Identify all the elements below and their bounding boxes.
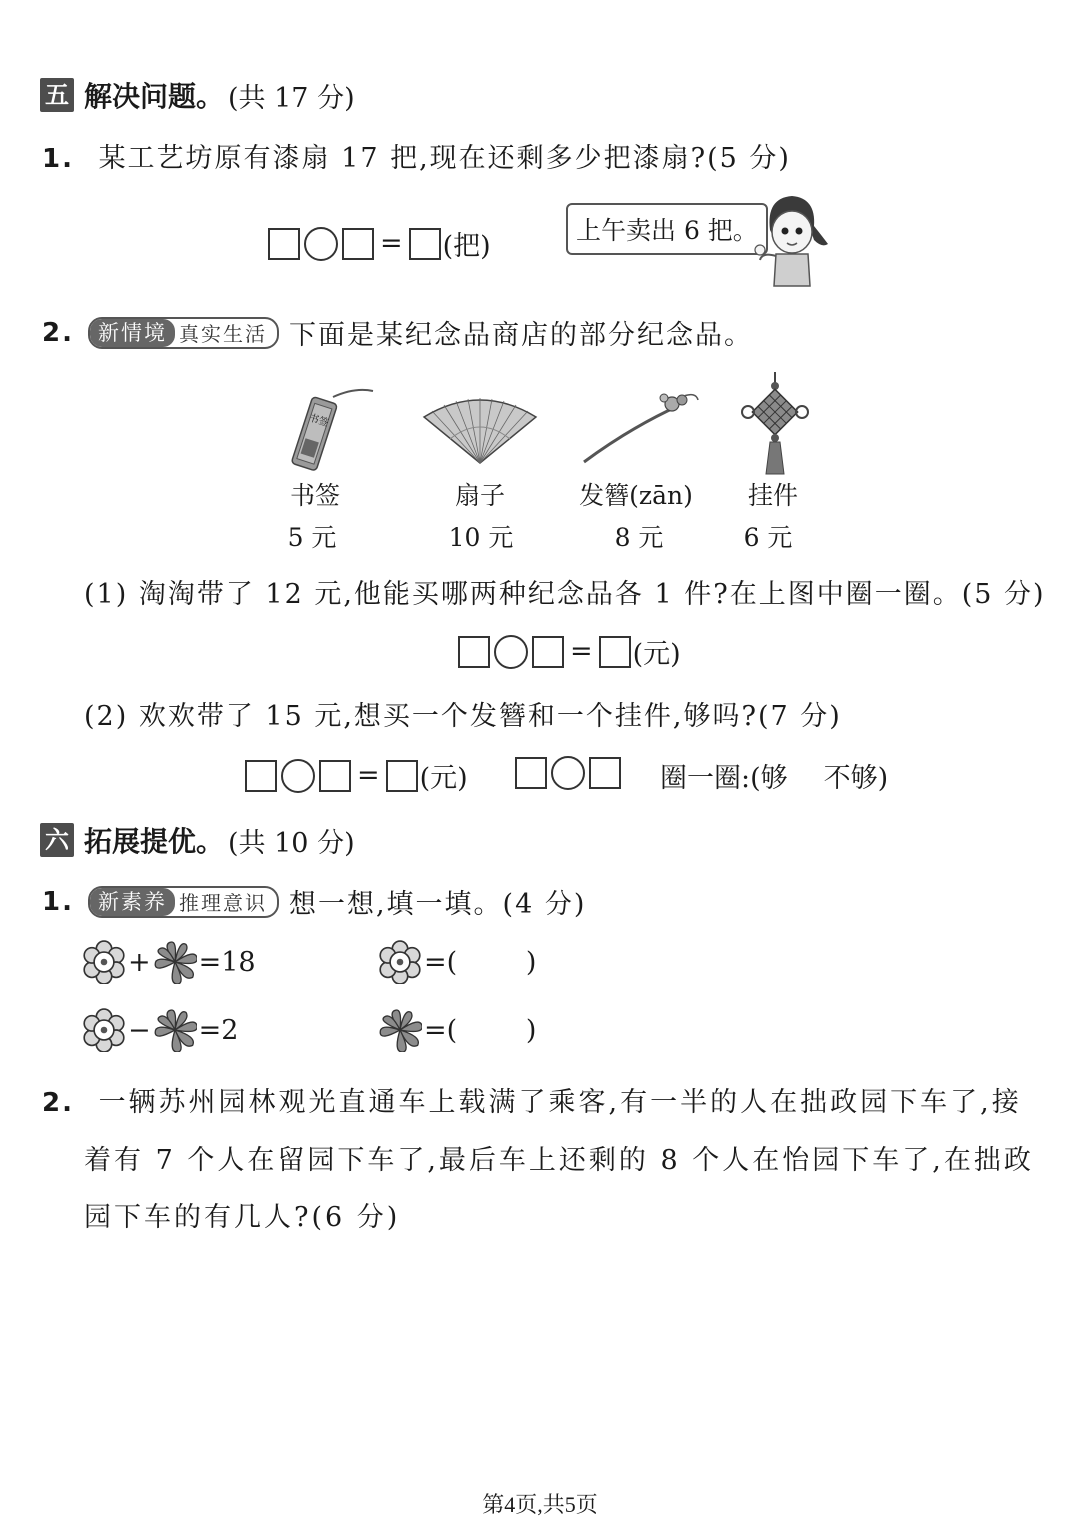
ans2-blank[interactable]: =( ) [424,1014,537,1046]
tag-dark-label: 新素养 [90,888,175,916]
section-5-note: (共 17 分) [228,82,355,114]
s6-q1-eq1 [82,940,256,984]
s6-q2-text-3: 园下车的有几人?(6 分) [84,1202,401,1233]
ans1-blank[interactable]: =( ) [424,946,537,978]
section-6-header [40,820,355,860]
section-5-badge: 五 [40,78,74,112]
operator-circle[interactable] [304,227,338,261]
s5-q2-number: 2. [42,317,74,348]
tag-light-label: 真实生活 [178,322,267,346]
s5-q2-line [42,313,753,352]
item-name: 扇子 [454,481,505,510]
answer-box[interactable] [409,228,441,260]
s6-q1-line [42,882,586,921]
s5-q2-sub1-equation [458,632,681,671]
s5-q1-line [42,136,791,175]
eq2-result: =2 [198,1014,239,1046]
operator-circle[interactable] [494,635,528,669]
s6-q1-text: 想一想,填一填。(4 分) [288,889,587,920]
s6-q1-ans1 [378,940,536,984]
answer-box[interactable] [458,636,490,668]
girl-illustration [752,190,832,290]
section-5-title: 解决问题。 [84,80,225,113]
girl-icon [752,190,832,290]
answer-box[interactable] [342,228,374,260]
tag-light-label: 推理意识 [178,891,267,915]
bookmark-image [285,385,380,480]
s6-q2-line1 [42,1080,1022,1119]
hairpin-icon [580,388,705,468]
tag-dark-label: 新情境 [90,319,175,347]
clover-icon [153,1008,197,1052]
item-name: 发簪(zān) [579,481,693,510]
item-price: 10 元 [448,523,514,552]
s5-q2-sub1-unit: (元) [632,639,681,670]
s6-q2-number: 2. [42,1088,74,1118]
choice-label[interactable]: 圈一圈:(够 [660,763,788,794]
answer-box[interactable] [532,636,564,668]
tag-new-literacy [88,886,279,918]
section-5-header [40,75,355,115]
answer-box[interactable] [268,228,300,260]
section-6-badge: 六 [40,823,74,857]
item-name: 挂件 [747,481,798,510]
equals-sign: = [357,760,380,791]
s6-q2-text-2: 着有 7 个人在留园下车了,最后车上还剩的 8 个人在怡园下车了,在拙政 [84,1145,1034,1176]
s5-q2-sub1-text: (1) 淘淘带了 12 元,他能买哪两种纪念品各 1 件?在上图中圈一圈。(5 分) [84,579,1046,610]
s5-q2-sub2-choice [660,756,888,795]
chinese-knot-icon [740,372,810,476]
answer-box[interactable] [589,757,621,789]
answer-box[interactable] [515,757,547,789]
clover-icon [378,1008,422,1052]
choice-option[interactable]: 不够) [823,763,889,794]
bookmark-label-1: 书签 [307,412,330,430]
eq2-operator: − [128,1014,151,1046]
item-name: 书签 [289,481,340,510]
pendant-image [740,372,810,476]
s5-q2-text: 下面是某纪念品商店的部分纪念品。 [288,320,753,351]
clover-icon [153,940,197,984]
answer-box[interactable] [386,760,418,792]
s5-q2-sub2-compare [515,756,621,790]
equals-sign: = [570,636,593,667]
s5-q1-equation [268,224,491,263]
s5-q2-sub2-text: (2) 欢欢带了 15 元,想买一个发簪和一个挂件,够吗?(7 分) [84,701,842,732]
s5-q2-sub2-equation [245,756,468,795]
compare-circle[interactable] [551,756,585,790]
answer-box[interactable] [319,760,351,792]
tag-new-context [88,317,279,349]
item-price: 5 元 [287,523,337,552]
fan-image [420,395,540,467]
s5-q1-text: 某工艺坊原有漆扇 17 把,现在还剩多少把漆扇?(5 分) [98,143,791,174]
speech-bubble: 上午卖出 6 把。 [566,203,768,255]
s6-q1-eq2 [82,1008,238,1052]
hairpin-image [580,388,705,468]
page-footer: 第4页,共5页 [482,1492,598,1517]
s6-q1-number: 1. [42,886,74,917]
s6-q1-ans2 [378,1008,536,1052]
operator-circle[interactable] [281,759,315,793]
flower-icon [82,1008,126,1052]
bookmark-icon [285,385,380,480]
eq1-operator: + [128,946,151,978]
s5-q1-number: 1. [42,144,74,174]
flower-icon [378,940,422,984]
s5-q2-sub2-unit: (元) [419,763,468,794]
equals-sign: = [380,228,403,259]
eq1-result: =18 [198,946,256,978]
fan-icon [420,395,540,467]
answer-box[interactable] [245,760,277,792]
item-price: 8 元 [614,523,664,552]
s5-q1-unit: (把) [442,231,491,262]
answer-box[interactable] [599,636,631,668]
item-price: 6 元 [743,523,793,552]
section-6-note: (共 10 分) [228,827,355,859]
flower-icon [82,940,126,984]
s6-q2-text-1: 一辆苏州园林观光直通车上载满了乘客,有一半的人在拙政园下车了,接 [98,1087,1022,1118]
section-6-title: 拓展提优。 [84,825,225,858]
